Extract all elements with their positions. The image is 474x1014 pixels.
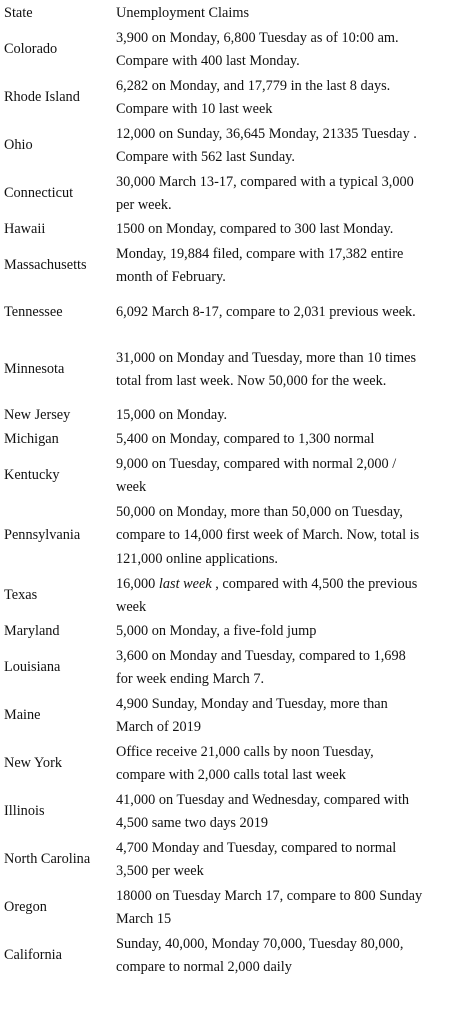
claims-cell: 12,000 on Sunday, 36,645 Monday, 21335 Tuesday . Compare with 562 last Sunday. (116, 125, 417, 165)
table-row (0, 404, 474, 428)
state-cell: Tennessee (4, 304, 63, 321)
state-cell: North Carolina (4, 851, 91, 868)
claims-emphasis: last week (158, 575, 212, 592)
table-row (0, 572, 474, 620)
table-row (0, 836, 474, 884)
header-unemployment-claims: Unemployment Claims (116, 5, 250, 21)
state-cell: Louisiana (4, 659, 61, 676)
table-row (0, 740, 474, 788)
claims-cell: 9,000 on Tuesday, compared with normal 2,000 / week (116, 455, 397, 495)
state-cell: Colorado (4, 41, 58, 58)
claims-cell: Monday, 19,884 filed, compare with 17,382 entire month of February. (116, 245, 404, 285)
claims-cell: 18000 on Tuesday March 17, compare to 800 Sunday March 15 (116, 887, 423, 927)
claims-text: 16,000 (116, 575, 159, 592)
claims-cell: 3,600 on Monday and Tuesday, compared to 1,698 for week ending March 7. (116, 647, 406, 687)
claims-cell: 6,092 March 8-17, compare to 2,031 previous week. (116, 304, 416, 321)
claims-cell: 5,400 on Monday, compared to 1,300 normal (116, 431, 375, 448)
table-row (0, 692, 474, 740)
claims-cell: 1500 on Monday, compared to 300 last Monday. (116, 221, 394, 238)
claims-cell: 4,900 Sunday, Monday and Tuesday, more than March of 2019 (116, 695, 388, 735)
state-cell: New York (4, 755, 62, 772)
claims-cell: Sunday, 40,000, Monday 70,000, Tuesday 80,000, compare to normal 2,000 daily (116, 935, 404, 975)
table-row (0, 428, 474, 452)
state-cell: Kentucky (4, 467, 60, 484)
table-row (0, 644, 474, 692)
table-row (0, 26, 474, 74)
state-cell: Texas (4, 587, 38, 604)
state-cell: Rhode Island (4, 89, 80, 106)
claims-cell: 6,282 on Monday, and 17,779 in the last 8 days. Compare with 10 last week (116, 77, 391, 117)
table-row (0, 122, 474, 170)
state-cell: Minnesota (4, 361, 65, 378)
table-row (0, 336, 474, 404)
table-header-row (0, 0, 474, 26)
state-cell: New Jersey (4, 407, 71, 424)
table-row (0, 218, 474, 242)
table-row (0, 884, 474, 932)
claims-cell: 4,700 Monday and Tuesday, compared to normal 3,500 per week (116, 839, 397, 879)
state-cell: Illinois (4, 803, 45, 820)
table-row (0, 932, 474, 980)
header-state: State (4, 5, 33, 21)
claims-cell: Office receive 21,000 calls by noon Tuesday, compare with 2,000 calls total last week (116, 743, 374, 783)
table-row (0, 290, 474, 336)
state-cell: California (4, 947, 62, 964)
state-cell: Oregon (4, 899, 47, 916)
state-cell: Michigan (4, 431, 59, 448)
claims-cell (111, 572, 474, 620)
state-cell: Hawaii (4, 221, 46, 238)
table-row (0, 452, 474, 500)
table-row (0, 620, 474, 644)
claims-cell: 15,000 on Monday. (116, 407, 228, 424)
claims-cell: 41,000 on Tuesday and Wednesday, compared with 4,500 same two days 2019 (116, 791, 410, 831)
claims-cell: 3,900 on Monday, 6,800 Tuesday as of 10:00 am. Compare with 400 last Monday. (116, 29, 399, 69)
state-cell: Connecticut (4, 185, 74, 202)
state-cell: Ohio (4, 137, 33, 154)
table-row (0, 242, 474, 290)
state-cell: Pennsylvania (4, 527, 81, 544)
table-row (0, 788, 474, 836)
table-row (0, 74, 474, 122)
claims-cell: 30,000 March 13-17, compared with a typical 3,000 per week. (116, 173, 414, 213)
state-cell: Massachusetts (4, 257, 87, 274)
table-row (0, 500, 474, 572)
state-cell: Maine (4, 707, 41, 724)
claims-cell: 31,000 on Monday and Tuesday, more than 10 times total from last week. Now 50,000 for the week. (116, 349, 417, 389)
claims-text: , compared with 4,500 the previous week (116, 575, 418, 615)
claims-cell: 5,000 on Monday, a five-fold jump (116, 623, 317, 640)
state-cell: Maryland (4, 623, 60, 640)
claims-cell: 50,000 on Monday, more than 50,000 on Tuesday, compare to 14,000 first week of March. Now, total is 121,000 online applications. (116, 503, 420, 567)
table-row (0, 170, 474, 218)
